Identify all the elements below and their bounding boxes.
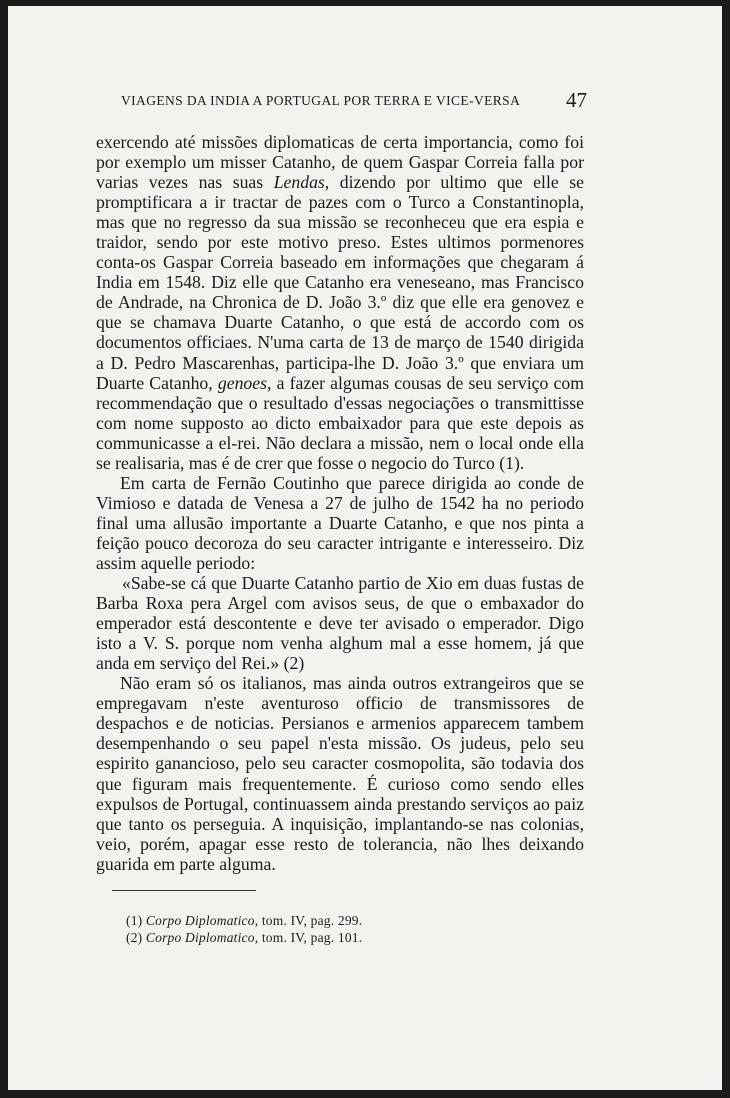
paragraph-1-text-b: dizendo por ultimo que elle se promptificara a ir tractar de pazes com o Turco a Constantinopla, mas que no regresso da sua missão se reconheceu que era espia e traidor, sendo por este motivo preso. Estes ultimos pormenores conta-os Gaspar Correia baseado em informações que chegaram á India em 1548. Diz elle que Catanho era veneseano, mas Francisco de Andrade, na Chronica de D. João 3.º diz que elle era genovez e que se chamava Duarte Catanho, o que está de accordo com os documentos officiaes. N'uma carta de 13 de março de 1540 dirigida a D. Pedro Mascarenhas, participa-lhe D. João 3.º que enviara um Duarte Catanho,: [96, 172, 584, 393]
footnote-number: (1): [126, 913, 143, 928]
page-header: [121, 88, 587, 114]
footnote-2: [126, 929, 546, 946]
body-text: [96, 132, 584, 874]
footnotes: [126, 912, 546, 946]
footnote-source: Corpo Diplomatico,: [145, 930, 259, 945]
quotation-paragraph: «Sabe-se cá que Duarte Catanho partio de Xio em duas fustas de Barba Roxa pera Argel com avisos seus, de que o embaxador do emperador está descontente e deve ter avisado o emperador. Digo isto a V. S. porque nom venha alghum mal a esse homem, já que anda em serviço del Rei.» (2): [96, 573, 584, 674]
footnote-reference: tom. IV, pag. 101.: [258, 930, 363, 945]
paragraph-1-text-c: a fazer algumas cousas de seu serviço com recommendação que o resultado d'essas negociações o transmittisse com nome supposto ao dicto embaixador para que este depois as communicasse a el-rei. Não declara a missão, nem o local onde ella se realisaria, mas é de crer que fosse o negocio do Turco (1).: [96, 372, 584, 473]
footnote-source: Corpo Diplomatico,: [145, 913, 259, 928]
footnote-1: [126, 912, 546, 929]
italic-lendas: Lendas,: [273, 172, 330, 193]
page-number: 47: [566, 88, 587, 112]
footnote-divider: [112, 890, 256, 891]
footnote-reference: tom. IV, pag. 299.: [258, 913, 363, 928]
running-title: VIAGENS DA INDIA A PORTUGAL POR TERRA E VICE-VERSA: [121, 93, 521, 108]
paragraph-4: Não eram só os italianos, mas ainda outros extrangeiros que se empregavam n'este aventuroso officio de transmissores de despachos e de noticias. Persianos e armenios apparecem tambem desempenhando o seu papel n'esta missão. Os judeus, pelo seu espirito ganancioso, pelo seu caracter cosmopolita, são todavia dos que figuram mais frequentemente. É curioso como sendo elles expulsos de Portugal, continuassem ainda prestando serviços ao paiz que tanto os perseguia. A inquisição, implantando-se nas colonias, veio, porém, apagar esse resto de tolerancia, não lhes deixando guarida em parte alguma.: [96, 673, 584, 874]
book-page: [8, 6, 722, 1090]
footnote-number: (2): [126, 930, 143, 945]
paragraph-1: [96, 132, 584, 473]
paragraph-1-text-a: exercendo até missões diplomaticas de certa importancia, como foi por exemplo um misser Catanho, de quem Gaspar Correia falla por varias vezes nas suas: [96, 132, 584, 193]
paragraph-2: Em carta de Fernão Coutinho que parece dirigida ao conde de Vimioso e datada de Venesa a 27 de julho de 1542 ha no periodo final uma allusão importante a Duarte Catanho, e que nos pinta a feição pouco decoroza do seu caracter intrigante e interesseiro. Diz assim aquelle periodo:: [96, 472, 584, 573]
italic-genoes: genoes,: [217, 372, 272, 393]
